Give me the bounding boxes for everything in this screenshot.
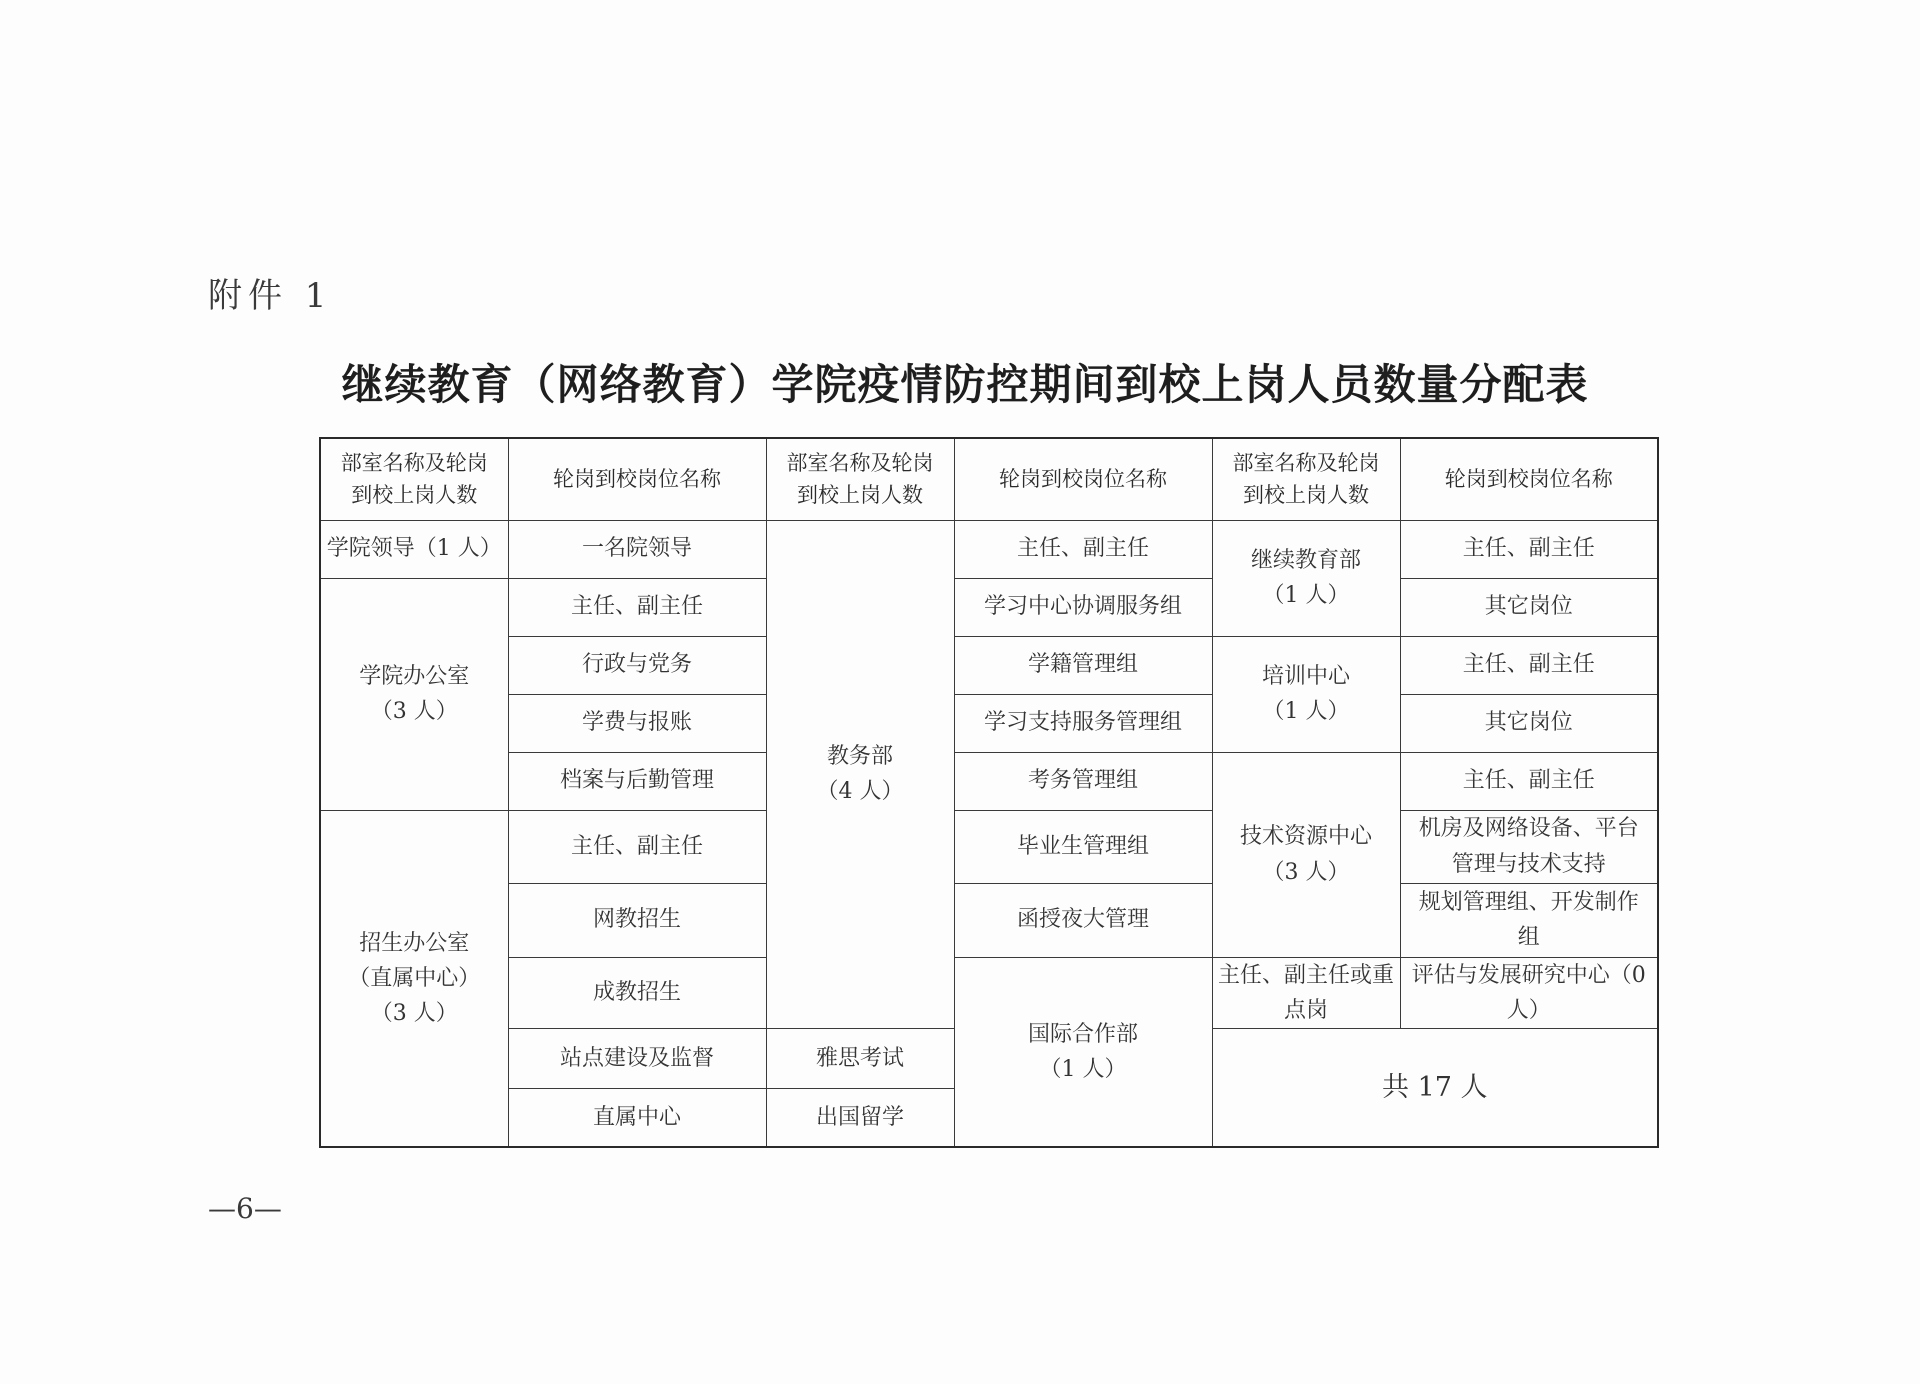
post-cell: 机房及网络设备、平台 管理与技术支持 bbox=[1400, 810, 1658, 883]
table-row bbox=[320, 810, 1658, 883]
post-cell: 直属中心 bbox=[508, 1088, 766, 1147]
header-dept-cell: 部室名称及轮岗 到校上岗人数 bbox=[1212, 438, 1400, 520]
post-cell: 主任、副主任 bbox=[508, 578, 766, 636]
post-cell: 出国留学 bbox=[766, 1088, 954, 1147]
post-cell: 主任、副主任 bbox=[508, 810, 766, 883]
post-cell: 一名院领导 bbox=[508, 520, 766, 578]
dept-admissions-office: 招生办公室 （直属中心） （3 人） bbox=[320, 810, 508, 1147]
post-cell: 主任、副主任 bbox=[1400, 636, 1658, 694]
table-row bbox=[320, 883, 1658, 957]
dept-international: 国际合作部 （1 人） bbox=[954, 957, 1212, 1147]
table-row bbox=[320, 636, 1658, 694]
post-cell: 主任、副主任或重点岗 bbox=[1212, 957, 1400, 1028]
table-row bbox=[320, 752, 1658, 810]
header-post-cell: 轮岗到校岗位名称 bbox=[508, 438, 766, 520]
total-cell: 共 17 人 bbox=[1212, 1028, 1658, 1147]
post-cell: 毕业生管理组 bbox=[954, 810, 1212, 883]
post-cell: 规划管理组、开发制作 组 bbox=[1400, 883, 1658, 957]
post-cell: 成教招生 bbox=[508, 957, 766, 1028]
dept-college-leader: 学院领导（1 人） bbox=[320, 520, 508, 578]
dept-training-center: 培训中心 （1 人） bbox=[1212, 636, 1400, 752]
post-cell: 学籍管理组 bbox=[954, 636, 1212, 694]
post-cell: 学习中心协调服务组 bbox=[954, 578, 1212, 636]
post-cell: 其它岗位 bbox=[1400, 578, 1658, 636]
header-dept-cell: 部室名称及轮岗 到校上岗人数 bbox=[320, 438, 508, 520]
dept-tech-resource-center: 技术资源中心 （3 人） bbox=[1212, 752, 1400, 957]
header-post-cell: 轮岗到校岗位名称 bbox=[1400, 438, 1658, 520]
header-post-cell: 轮岗到校岗位名称 bbox=[954, 438, 1212, 520]
post-cell: 网教招生 bbox=[508, 883, 766, 957]
table-row bbox=[320, 578, 1658, 636]
table-header-row bbox=[320, 438, 1658, 520]
dept-evaluation-center: 评估与发展研究中心（0 人） bbox=[1400, 957, 1658, 1028]
table-row bbox=[320, 520, 1658, 578]
dept-academic-affairs: 教务部 （4 人） bbox=[766, 520, 954, 1028]
post-cell: 考务管理组 bbox=[954, 752, 1212, 810]
allocation-table bbox=[319, 437, 1659, 1148]
post-cell: 其它岗位 bbox=[1400, 694, 1658, 752]
post-cell: 行政与党务 bbox=[508, 636, 766, 694]
document-title: 继续教育（网络教育）学院疫情防控期间到校上岗人员数量分配表 bbox=[341, 360, 1589, 409]
post-cell: 站点建设及监督 bbox=[508, 1028, 766, 1088]
page-number: —6— bbox=[208, 1192, 282, 1225]
post-cell: 主任、副主任 bbox=[1400, 752, 1658, 810]
post-cell: 学费与报账 bbox=[508, 694, 766, 752]
post-cell: 雅思考试 bbox=[766, 1028, 954, 1088]
dept-continuing-education: 继续教育部 （1 人） bbox=[1212, 520, 1400, 636]
post-cell: 主任、副主任 bbox=[1400, 520, 1658, 578]
post-cell: 主任、副主任 bbox=[954, 520, 1212, 578]
dept-college-office: 学院办公室 （3 人） bbox=[320, 578, 508, 810]
post-cell: 函授夜大管理 bbox=[954, 883, 1212, 957]
header-dept-cell: 部室名称及轮岗 到校上岗人数 bbox=[766, 438, 954, 520]
table-row bbox=[320, 957, 1658, 1028]
post-cell: 学习支持服务管理组 bbox=[954, 694, 1212, 752]
attachment-label: 附件 1 bbox=[208, 276, 333, 316]
post-cell: 档案与后勤管理 bbox=[508, 752, 766, 810]
table-row bbox=[320, 694, 1658, 752]
